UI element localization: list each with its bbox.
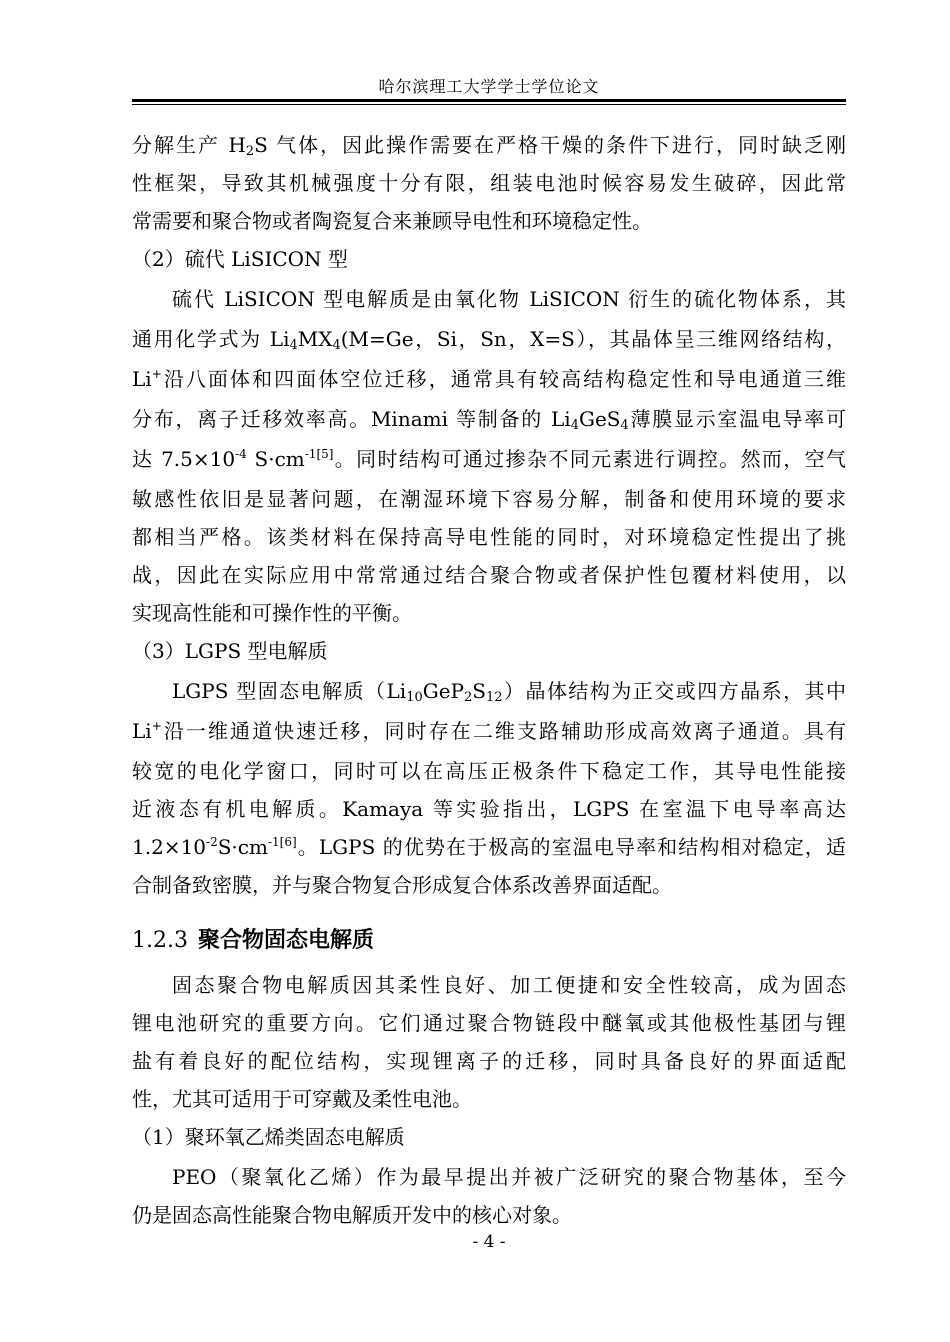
body-line: Li+沿八面体和四面体空位迁移，通常具有较高结构稳定性和导电通道三维	[132, 367, 846, 391]
header-rule-thick	[132, 99, 846, 102]
subheading-thio-lisicon: （2）硫代 LiSICON 型	[132, 247, 348, 271]
body-line: PEO（聚氧化乙烯）作为最早提出并被广泛研究的聚合物基体，至今	[172, 1165, 846, 1189]
subheading-lgps: （3）LGPS 型电解质	[132, 639, 328, 663]
body-line: 近液态有机电解质。Kamaya 等实验指出，LGPS 在室温下电导率高达	[132, 797, 846, 821]
body-line: 分布，离子迁移效率高。Minami 等制备的 $Li_4GeS_4$薄膜显示室温电导率可	[132, 407, 846, 433]
body-line: 硫代 LiSICON 型电解质是由氧化物 LiSICON 衍生的硫化物体系，其	[172, 287, 846, 311]
body-line: 分解生产 $H_2S$ 气体，因此操作需要在严格干燥的条件下进行，同时缺乏刚	[132, 133, 846, 159]
section-number: 1.2.3	[132, 928, 188, 953]
body-line: 固态聚合物电解质因其柔性良好、加工便捷和安全性较高，成为固态	[172, 973, 846, 997]
body-line: 实现高性能和可操作性的平衡。	[132, 601, 412, 625]
body-line: 盐有着良好的配位结构，实现锂离子的迁移，同时具备良好的界面适配	[132, 1049, 846, 1073]
body-line: 性框架，导致其机械强度十分有限，组装电池时候容易发生破碎，因此常	[132, 171, 846, 195]
body-line: LGPS 型固态电解质$(Li_{10}GeP_2S_{12})$晶体结构为正交或四方晶系，其中	[172, 679, 846, 705]
body-line: 锂电池研究的重要方向。它们通过聚合物链段中醚氧或其他极性基团与锂	[132, 1011, 846, 1035]
section-title: 聚合物固态电解质	[197, 928, 374, 953]
body-line: Li+沿一维通道快速迁移，同时存在二维支路辅助形成高效离子通道。具有	[132, 719, 846, 743]
body-line: 达 $7.5\times 10^{-4}$ $S\cdot cm^{-1[5]}$。同时结构可通过掺杂不同元素进行调控。然而，空气	[132, 447, 846, 471]
section-heading	[132, 922, 846, 960]
body-line: 性，尤其可适用于可穿戴及柔性电池。	[132, 1087, 472, 1111]
body-line: 仍是固态高性能聚合物电解质开发中的核心对象。	[132, 1203, 572, 1227]
body-line: 敏感性依旧是显著问题，在潮湿环境下容易分解，制备和使用环境的要求	[132, 487, 846, 511]
body-line: 战，因此在实际应用中常常通过结合聚合物或者保护性包覆材料使用，以	[132, 563, 846, 587]
body-line: 合制备致密膜，并与聚合物复合形成复合体系改善界面适配。	[132, 873, 672, 897]
running-header: 哈尔滨理工大学学士学位论文	[378, 77, 600, 96]
subheading-peo: （1）聚环氧乙烯类固态电解质	[132, 1125, 405, 1149]
body-line: 通用化学式为 $Li_4MX_4(M=Ge$，Si，Sn，X=S），其晶体呈三维网络结构，	[132, 327, 846, 353]
page-number: - 4 -	[472, 1232, 506, 1252]
body-line: 常需要和聚合物或者陶瓷复合来兼顾导电性和环境稳定性。	[132, 209, 652, 233]
body-line: $1.2\times 10^{-2}S\cdot cm^{-1[6]}$。LGPS 的优势在于极高的室温电导率和结构相对稳定，适	[132, 835, 846, 859]
header-rule-thin	[132, 104, 846, 105]
body-line: 都相当严格。该类材料在保持高导电性能的同时，对环境稳定性提出了挑	[132, 525, 846, 549]
body-line: 较宽的电化学窗口，同时可以在高压正极条件下稳定工作，其导电性能接	[132, 759, 846, 783]
